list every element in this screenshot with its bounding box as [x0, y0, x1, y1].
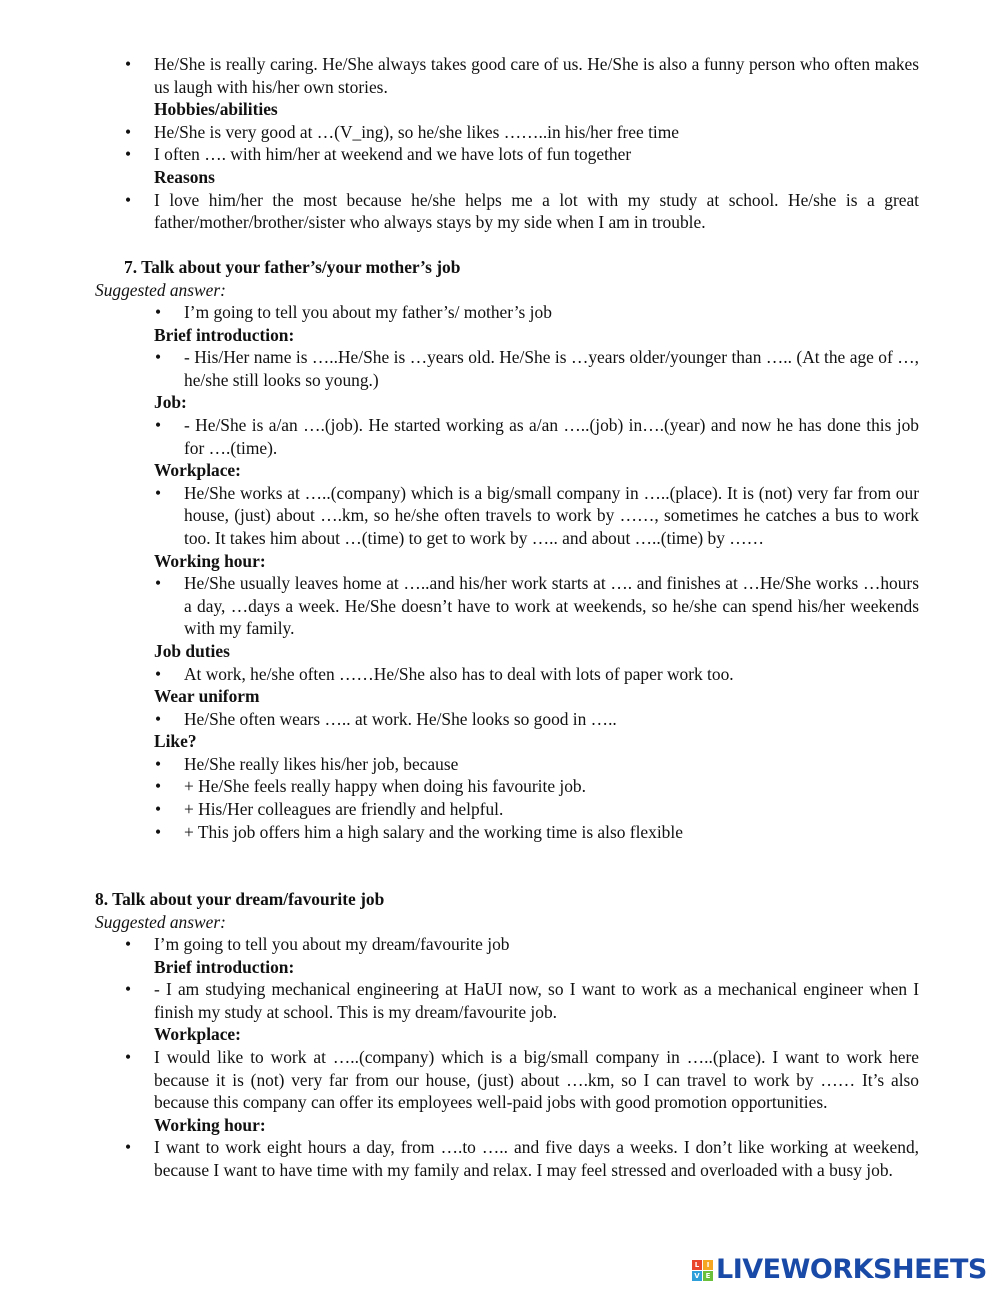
list-item-text: I want to work eight hours a day, from ….to ….. and five days a weeks. I don’t like working at weekend, because I want to have time with my family and relax. I may feel stressed and overloaded with a busy job.	[154, 1137, 919, 1180]
bullet: •	[125, 934, 132, 954]
list-item	[155, 775, 919, 798]
bullet: •	[125, 121, 132, 142]
job-heading: Job:	[154, 392, 187, 413]
bullet: •	[125, 189, 132, 210]
list-item-text: + He/She feels really happy when doing his favourite job.	[184, 776, 586, 797]
bullet: •	[155, 482, 162, 503]
section-7-content	[154, 301, 919, 843]
logo-mark-letter: V	[692, 1271, 702, 1281]
logo-mark-letter: E	[703, 1271, 713, 1281]
section-7-title: 7. Talk about your father’s/your mother’s job	[124, 257, 461, 277]
list-item-text: I love him/her the most because he/she helps me a lot with my study at school. He/she is a great father/mother/brother/sister who always stays by my side when I am in trouble.	[154, 189, 919, 233]
bullet: •	[155, 799, 162, 820]
bullet: •	[125, 1046, 132, 1067]
list-item	[125, 1046, 919, 1114]
list-item	[155, 482, 919, 550]
list-item-text: At work, he/she often ……He/She also has to deal with lots of paper work too.	[184, 663, 734, 684]
workplace-heading: Workplace:	[154, 1024, 241, 1045]
list-item	[155, 798, 919, 821]
liveworksheets-logo-icon	[692, 1260, 713, 1281]
list-item-text: I often …. with him/her at weekend and we have lots of fun together	[154, 144, 632, 165]
list-item-text: - I am studying mechanical engineering at HaUI now, so I want to work as a mechanical engineer when I finish my study at school. This is my dream/favourite job.	[154, 979, 919, 1022]
bullet: •	[125, 54, 132, 74]
bullet: •	[155, 302, 162, 322]
bullet: •	[155, 776, 162, 797]
section-8-suggested-label: Suggested answer:	[95, 912, 226, 932]
list-item-text: I’m going to tell you about my dream/favourite job	[154, 934, 510, 954]
list-item	[125, 53, 919, 98]
working-hour-heading: Working hour:	[154, 1114, 266, 1135]
brief-intro-heading: Brief introduction:	[154, 324, 295, 345]
list-item	[155, 663, 919, 686]
section-8-content	[125, 933, 919, 1182]
list-item	[125, 121, 919, 144]
brief-intro-heading: Brief introduction:	[154, 956, 295, 977]
bullet: •	[155, 753, 162, 774]
bullet: •	[155, 347, 162, 368]
list-item	[155, 414, 919, 459]
list-item-text: I would like to work at …..(company) which is a big/small company in …..(place). I want to work here because it is (not) very far from our house, (just) about ….km, so I can travel to work by …… It’s also because this company can offer its employees well-paid jobs with good promotion opportunities.	[154, 1046, 919, 1113]
list-item	[155, 301, 919, 324]
list-item	[155, 821, 919, 844]
bullet: •	[125, 1137, 132, 1158]
list-item	[125, 189, 919, 234]
job-duties-heading: Job duties	[154, 640, 230, 661]
section-7-suggested-label: Suggested answer:	[95, 280, 226, 300]
workplace-heading: Workplace:	[154, 460, 241, 481]
logo-mark-letter: I	[703, 1260, 713, 1270]
bullet: •	[155, 573, 162, 594]
bullet: •	[125, 144, 132, 165]
reasons-heading: Reasons	[154, 166, 215, 187]
list-item	[125, 143, 919, 166]
bullet: •	[155, 663, 162, 684]
liveworksheets-logo[interactable]	[692, 1252, 987, 1288]
list-item	[125, 1136, 919, 1181]
list-item	[155, 572, 919, 640]
section-8-title: 8. Talk about your dream/favourite job	[95, 889, 385, 909]
bullet: •	[125, 979, 132, 1000]
list-item-text: He/She is very good at …(V_ing), so he/she likes ……..in his/her free time	[154, 121, 679, 142]
list-item-text: - He/She is a/an ….(job). He started working as a/an …..(job) in….(year) and now he has done this job for ….(time).	[184, 414, 919, 458]
list-item-text: I’m going to tell you about my father’s/ mother’s job	[184, 302, 552, 322]
list-item-text: He/She usually leaves home at …..and his/her work starts at …. and finishes at …He/She works …hours a day, …days a week. He/She doesn’t have to work at weekends, so he/she can spend his/her weekends with my family.	[184, 573, 919, 639]
list-item	[125, 978, 919, 1023]
bullet: •	[155, 821, 162, 842]
list-item	[125, 933, 919, 956]
list-item-text: He/She often wears ….. at work. He/She looks so good in …..	[184, 708, 617, 729]
wear-uniform-heading: Wear uniform	[154, 686, 260, 707]
list-item-text: He/She is really caring. He/She always takes good care of us. He/She is also a funny person who often makes us laugh with his/her own stories.	[154, 54, 919, 97]
bullet: •	[155, 414, 162, 435]
logo-mark-letter: L	[692, 1260, 702, 1270]
section-6-content	[125, 53, 919, 234]
list-item-text: - His/Her name is …..He/She is …years old. He/She is …years older/younger than ….. (At the age of …, he/she still looks so young.)	[184, 347, 919, 390]
like-heading: Like?	[154, 731, 197, 752]
working-hour-heading: Working hour:	[154, 550, 266, 571]
list-item	[155, 346, 919, 391]
list-item-text: + His/Her colleagues are friendly and helpful.	[184, 799, 504, 820]
hobbies-heading: Hobbies/abilities	[154, 99, 278, 120]
list-item	[155, 753, 919, 776]
list-item	[155, 708, 919, 731]
list-item-text: He/She really likes his/her job, because	[184, 753, 459, 774]
list-item-text: + This job offers him a high salary and the working time is also flexible	[184, 821, 683, 842]
list-item-text: He/She works at …..(company) which is a big/small company in …..(place). It is (not) very far from our house, (just) about ….km, so he/she often travels to work by ……, sometimes he catches a bus to work too. It takes him about …(time) to get to work by ….. and about …..(time) by ……	[184, 482, 919, 548]
liveworksheets-logo-text: LIVEWORKSHEETS	[716, 1254, 987, 1285]
bullet: •	[155, 708, 162, 729]
